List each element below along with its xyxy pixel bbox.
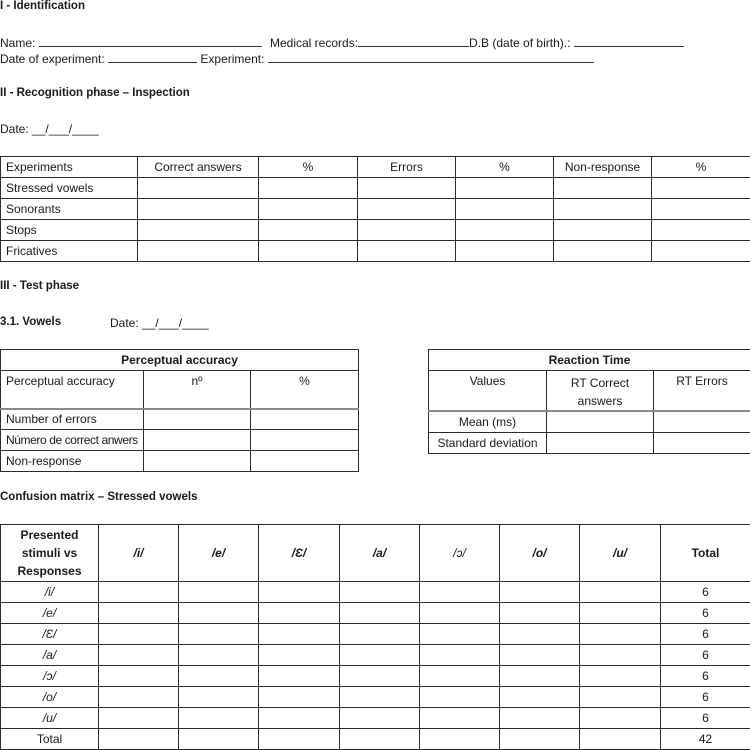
cell-input[interactable] <box>259 582 340 603</box>
confusion-matrix-title: Confusion matrix – Stressed vowels <box>0 491 197 503</box>
reaction-time-table <box>428 349 750 454</box>
header-presented-vs-responses: Presented stimuli vs Responses <box>1 525 99 582</box>
cell-input[interactable] <box>652 199 750 220</box>
table-row <box>1 430 359 451</box>
cell-input[interactable] <box>144 409 251 430</box>
recognition-date[interactable]: Date: __/___/____ <box>0 122 99 136</box>
table-row <box>1 666 750 687</box>
cell-input[interactable] <box>580 708 661 729</box>
vowels-date[interactable]: Date: __/___/____ <box>110 316 209 330</box>
row-label: Number of errors <box>1 409 144 430</box>
row-label: Mean (ms) <box>429 411 547 432</box>
table-row <box>1 409 359 430</box>
cell-input[interactable] <box>554 178 652 199</box>
table-row <box>1 220 750 241</box>
medical-records-field[interactable] <box>358 35 469 47</box>
cell-input[interactable] <box>259 645 340 666</box>
header-total: Total <box>661 525 750 582</box>
cell-input[interactable] <box>580 666 661 687</box>
name-label: Name: <box>0 36 35 50</box>
header-vowel-open-e: /Ɛ/ <box>259 525 340 582</box>
row-label: Standard deviation <box>429 432 547 453</box>
row-total: 6 <box>661 645 750 666</box>
cell-input[interactable] <box>420 666 500 687</box>
dob-field[interactable] <box>574 35 684 47</box>
row-label: Fricatives <box>1 241 138 262</box>
row-label: /e/ <box>1 603 99 624</box>
cell-input[interactable] <box>580 645 661 666</box>
cell-input[interactable] <box>654 432 750 453</box>
header-rt-errors: RT Errors <box>654 371 750 412</box>
date-of-experiment-label: Date of experiment: <box>0 52 105 66</box>
cell-input[interactable] <box>179 666 259 687</box>
table-row <box>1 451 359 472</box>
grand-total: 42 <box>661 729 750 750</box>
date-of-experiment-field[interactable] <box>108 51 197 63</box>
cell-input[interactable] <box>500 687 580 708</box>
cell-input[interactable] <box>259 666 340 687</box>
table-row <box>429 432 750 453</box>
cell-input[interactable] <box>652 178 750 199</box>
cell-input[interactable] <box>580 624 661 645</box>
table-row-total <box>1 729 750 750</box>
cell-input[interactable] <box>340 687 420 708</box>
row-label: Total <box>1 729 99 750</box>
table-row <box>1 645 750 666</box>
cell-input[interactable] <box>340 582 420 603</box>
table-header-row <box>1 157 750 178</box>
cell-input[interactable] <box>580 729 661 750</box>
row-label: /o/ <box>1 687 99 708</box>
perceptual-accuracy-table <box>0 349 359 472</box>
row-total: 6 <box>661 582 750 603</box>
row-label: Número de correct anwers <box>1 430 144 451</box>
cell-input[interactable] <box>340 708 420 729</box>
row-total: 6 <box>661 603 750 624</box>
cell-input[interactable] <box>456 241 554 262</box>
row-label: /Ɛ/ <box>1 624 99 645</box>
cell-input[interactable] <box>99 708 179 729</box>
cell-input[interactable] <box>420 687 500 708</box>
cell-input[interactable] <box>547 432 654 453</box>
cell-input[interactable] <box>654 411 750 432</box>
header-vowel-u: /u/ <box>580 525 661 582</box>
cell-input[interactable] <box>420 624 500 645</box>
header-perceptual-accuracy: Perceptual accuracy <box>1 371 144 409</box>
cell-input[interactable] <box>547 411 654 432</box>
header-vowel-e: /e/ <box>179 525 259 582</box>
cell-input[interactable] <box>554 220 652 241</box>
medical-records-row <box>270 35 684 50</box>
table-row <box>1 708 750 729</box>
cell-input[interactable] <box>259 178 358 199</box>
cell-input[interactable] <box>420 708 500 729</box>
header-non-response-percent: % <box>652 157 750 178</box>
cell-input[interactable] <box>456 220 554 241</box>
cell-input[interactable] <box>358 241 456 262</box>
cell-input[interactable] <box>554 241 652 262</box>
row-label: /u/ <box>1 708 99 729</box>
cell-input[interactable] <box>179 603 259 624</box>
cell-input[interactable] <box>580 603 661 624</box>
cell-input[interactable] <box>99 624 179 645</box>
header-vowel-a: /a/ <box>340 525 420 582</box>
header-errors: Errors <box>358 157 456 178</box>
cell-input[interactable] <box>340 603 420 624</box>
experiment-label: Experiment: <box>200 52 264 66</box>
cell-input[interactable] <box>179 645 259 666</box>
cell-input[interactable] <box>500 729 580 750</box>
confusion-matrix-table <box>0 524 750 750</box>
row-label: Sonorants <box>1 199 138 220</box>
cell-input[interactable] <box>99 729 179 750</box>
cell-input[interactable] <box>179 582 259 603</box>
cell-input[interactable] <box>340 624 420 645</box>
cell-input[interactable] <box>99 687 179 708</box>
table-row <box>1 624 750 645</box>
header-vowel-i: /i/ <box>99 525 179 582</box>
cell-input[interactable] <box>179 687 259 708</box>
cell-input[interactable] <box>652 220 750 241</box>
cell-input[interactable] <box>138 199 259 220</box>
cell-input[interactable] <box>179 729 259 750</box>
table-row <box>1 199 750 220</box>
cell-input[interactable] <box>259 220 358 241</box>
experiment-field[interactable] <box>268 51 594 63</box>
cell-input[interactable] <box>99 582 179 603</box>
row-label: Stressed vowels <box>1 178 138 199</box>
cell-input[interactable] <box>420 729 500 750</box>
row-total: 6 <box>661 666 750 687</box>
subsection-vowels-title: 3.1. Vowels <box>0 316 61 328</box>
cell-input[interactable] <box>99 666 179 687</box>
row-label: Stops <box>1 220 138 241</box>
header-vowel-open-o: /ɔ/ <box>420 525 500 582</box>
section-recognition-title: II - Recognition phase – Inspection <box>0 87 190 99</box>
table-row <box>1 687 750 708</box>
cell-input[interactable] <box>259 603 340 624</box>
header-values: Values <box>429 371 547 412</box>
row-total: 6 <box>661 708 750 729</box>
cell-input[interactable] <box>652 241 750 262</box>
cell-input[interactable] <box>144 451 251 472</box>
cell-input[interactable] <box>179 624 259 645</box>
table-row <box>1 241 750 262</box>
cell-input[interactable] <box>500 708 580 729</box>
cell-input[interactable] <box>259 687 340 708</box>
cell-input[interactable] <box>259 624 340 645</box>
cell-input[interactable] <box>259 199 358 220</box>
header-vowel-o: /o/ <box>500 525 580 582</box>
header-number: nº <box>144 371 251 409</box>
table-row <box>1 582 750 603</box>
row-total: 6 <box>661 624 750 645</box>
reaction-time-title: Reaction Time <box>429 350 750 371</box>
cell-input[interactable] <box>340 645 420 666</box>
cell-input[interactable] <box>500 582 580 603</box>
table-row <box>1 603 750 624</box>
table-header-row <box>1 525 750 582</box>
cell-input[interactable] <box>340 729 420 750</box>
cell-input[interactable] <box>580 582 661 603</box>
header-correct-percent: % <box>259 157 358 178</box>
name-row <box>0 35 262 50</box>
cell-input[interactable] <box>420 603 500 624</box>
header-percent: % <box>251 371 359 409</box>
cell-input[interactable] <box>358 178 456 199</box>
cell-input[interactable] <box>179 708 259 729</box>
table-row <box>429 411 750 432</box>
row-label: Non-response <box>1 451 144 472</box>
row-total: 6 <box>661 687 750 708</box>
header-non-response: Non-response <box>554 157 652 178</box>
section-identification-title: I - Identification <box>0 0 85 12</box>
dob-label: D.B (date of birth).: <box>469 36 570 50</box>
perceptual-accuracy-title: Perceptual accuracy <box>1 350 359 371</box>
header-correct-answers: Correct answers <box>138 157 259 178</box>
cell-input[interactable] <box>138 178 259 199</box>
cell-input[interactable] <box>340 666 420 687</box>
cell-input[interactable] <box>358 199 456 220</box>
cell-input[interactable] <box>251 451 359 472</box>
cell-input[interactable] <box>99 645 179 666</box>
cell-input[interactable] <box>500 645 580 666</box>
row-label: /ɔ/ <box>1 666 99 687</box>
cell-input[interactable] <box>259 729 340 750</box>
header-rt-correct-answers: RT Correct answers <box>547 371 654 412</box>
header-experiments: Experiments <box>1 157 138 178</box>
cell-input[interactable] <box>251 430 359 451</box>
row-label: /a/ <box>1 645 99 666</box>
cell-input[interactable] <box>99 603 179 624</box>
cell-input[interactable] <box>420 582 500 603</box>
experiment-row <box>0 51 594 66</box>
recognition-table <box>0 156 750 262</box>
row-label: /i/ <box>1 582 99 603</box>
cell-input[interactable] <box>358 220 456 241</box>
cell-input[interactable] <box>259 241 358 262</box>
cell-input[interactable] <box>554 199 652 220</box>
cell-input[interactable] <box>580 687 661 708</box>
cell-input[interactable] <box>138 220 259 241</box>
cell-input[interactable] <box>500 624 580 645</box>
cell-input[interactable] <box>138 241 259 262</box>
cell-input[interactable] <box>259 708 340 729</box>
cell-input[interactable] <box>500 666 580 687</box>
section-test-phase-title: III - Test phase <box>0 280 79 292</box>
cell-input[interactable] <box>500 603 580 624</box>
header-errors-percent: % <box>456 157 554 178</box>
cell-input[interactable] <box>251 409 359 430</box>
medical-records-label: Medical records: <box>270 36 358 50</box>
cell-input[interactable] <box>456 178 554 199</box>
cell-input[interactable] <box>456 199 554 220</box>
table-row <box>1 178 750 199</box>
cell-input[interactable] <box>420 645 500 666</box>
name-field[interactable] <box>39 35 262 47</box>
cell-input[interactable] <box>144 430 251 451</box>
